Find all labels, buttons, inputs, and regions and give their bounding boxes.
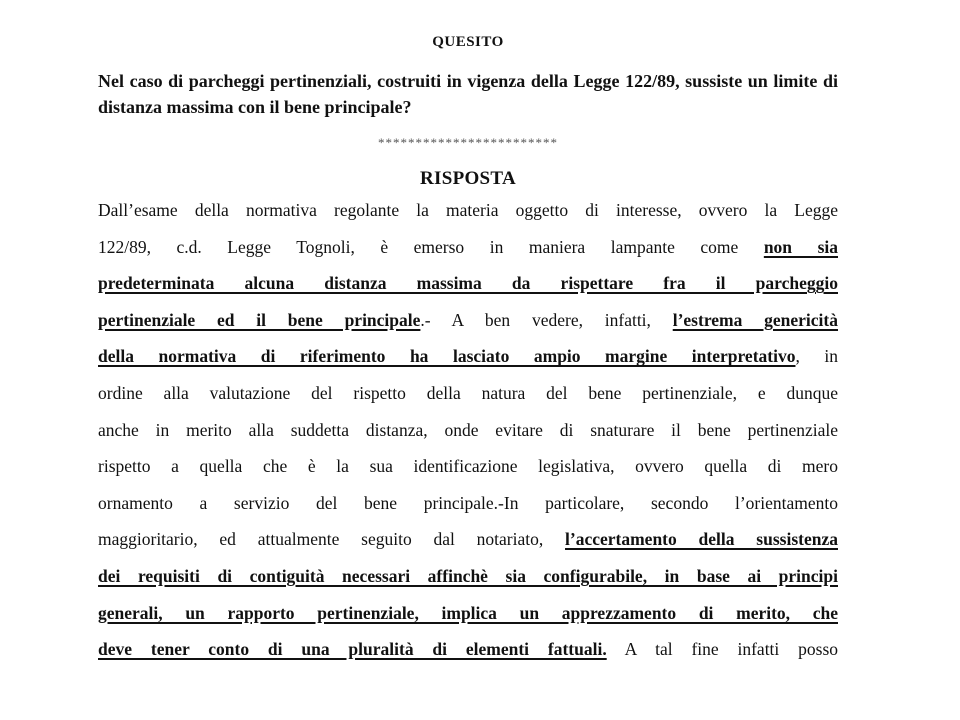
section-title-quesito: QUESITO <box>432 34 504 50</box>
separator-stars: ************************ <box>378 135 558 150</box>
answer-text: 122/89, c.d. Legge Tognoli, è emerso in maniera lampante come <box>98 236 764 257</box>
answer-line <box>98 595 838 632</box>
emphasized-text: della normativa di riferimento ha lasciato ampio margine interpretativo <box>98 346 796 367</box>
section-title-risposta: RISPOSTA <box>419 168 517 189</box>
answer-line <box>98 375 838 412</box>
answer-line <box>98 192 838 229</box>
answer-line <box>98 448 838 485</box>
emphasized-text: l’estrema genericità <box>672 309 839 330</box>
emphasized-text: deve tener conto di una pluralità di elementi fattuali. <box>98 639 607 660</box>
answer-text: ordine alla valutazione del rispetto della natura del bene pertinenziale, e dunque <box>98 382 838 403</box>
answer-text: ornamento a servizio del bene principale.-In particolare, secondo l’orientamento <box>98 492 838 513</box>
emphasized-text: predeterminata alcuna distanza massima da rispettare fra il parcheggio <box>98 273 838 294</box>
emphasized-text: pertinenziale ed il bene principale <box>98 309 421 330</box>
answer-body <box>98 192 838 668</box>
emphasized-text: non sia <box>763 236 838 257</box>
question-text: Nel caso di parcheggi pertinenziali, costruiti in vigenza della Legge 122/89, sussiste un limite di distanza massima con il bene principale? <box>98 71 838 117</box>
answer-text: anche in merito alla suddetta distanza, onde evitare di snaturare il bene pertinenziale <box>98 419 838 440</box>
answer-line <box>98 521 838 558</box>
answer-text: rispetto a quella che è la sua identificazione legislativa, ovvero quella di mero <box>98 456 838 477</box>
answer-text: maggioritario, ed attualmente seguito dal notariato, <box>98 529 566 550</box>
answer-line <box>98 302 838 339</box>
emphasized-text: l’accertamento della sussistenza <box>565 529 838 550</box>
answer-line <box>98 558 838 595</box>
emphasized-text: dei requisiti di contiguità necessari affinchè sia configurabile, in base ai principi <box>98 565 838 586</box>
answer-line <box>98 229 838 266</box>
answer-text: .- A ben vedere, infatti, <box>420 309 673 330</box>
answer-text: , in <box>795 346 838 367</box>
answer-text: Dall’esame della normativa regolante la materia oggetto di interesse, ovvero la Legge <box>98 200 838 220</box>
emphasized-text: generali, un rapporto pertinenziale, implica un apprezzamento di merito, che <box>98 602 838 623</box>
answer-text: A tal fine infatti posso <box>606 639 839 660</box>
answer-line <box>98 485 838 522</box>
document-page <box>98 30 838 668</box>
answer-line <box>98 265 838 302</box>
answer-line <box>98 338 838 375</box>
answer-line <box>98 412 838 449</box>
answer-line <box>98 631 838 668</box>
